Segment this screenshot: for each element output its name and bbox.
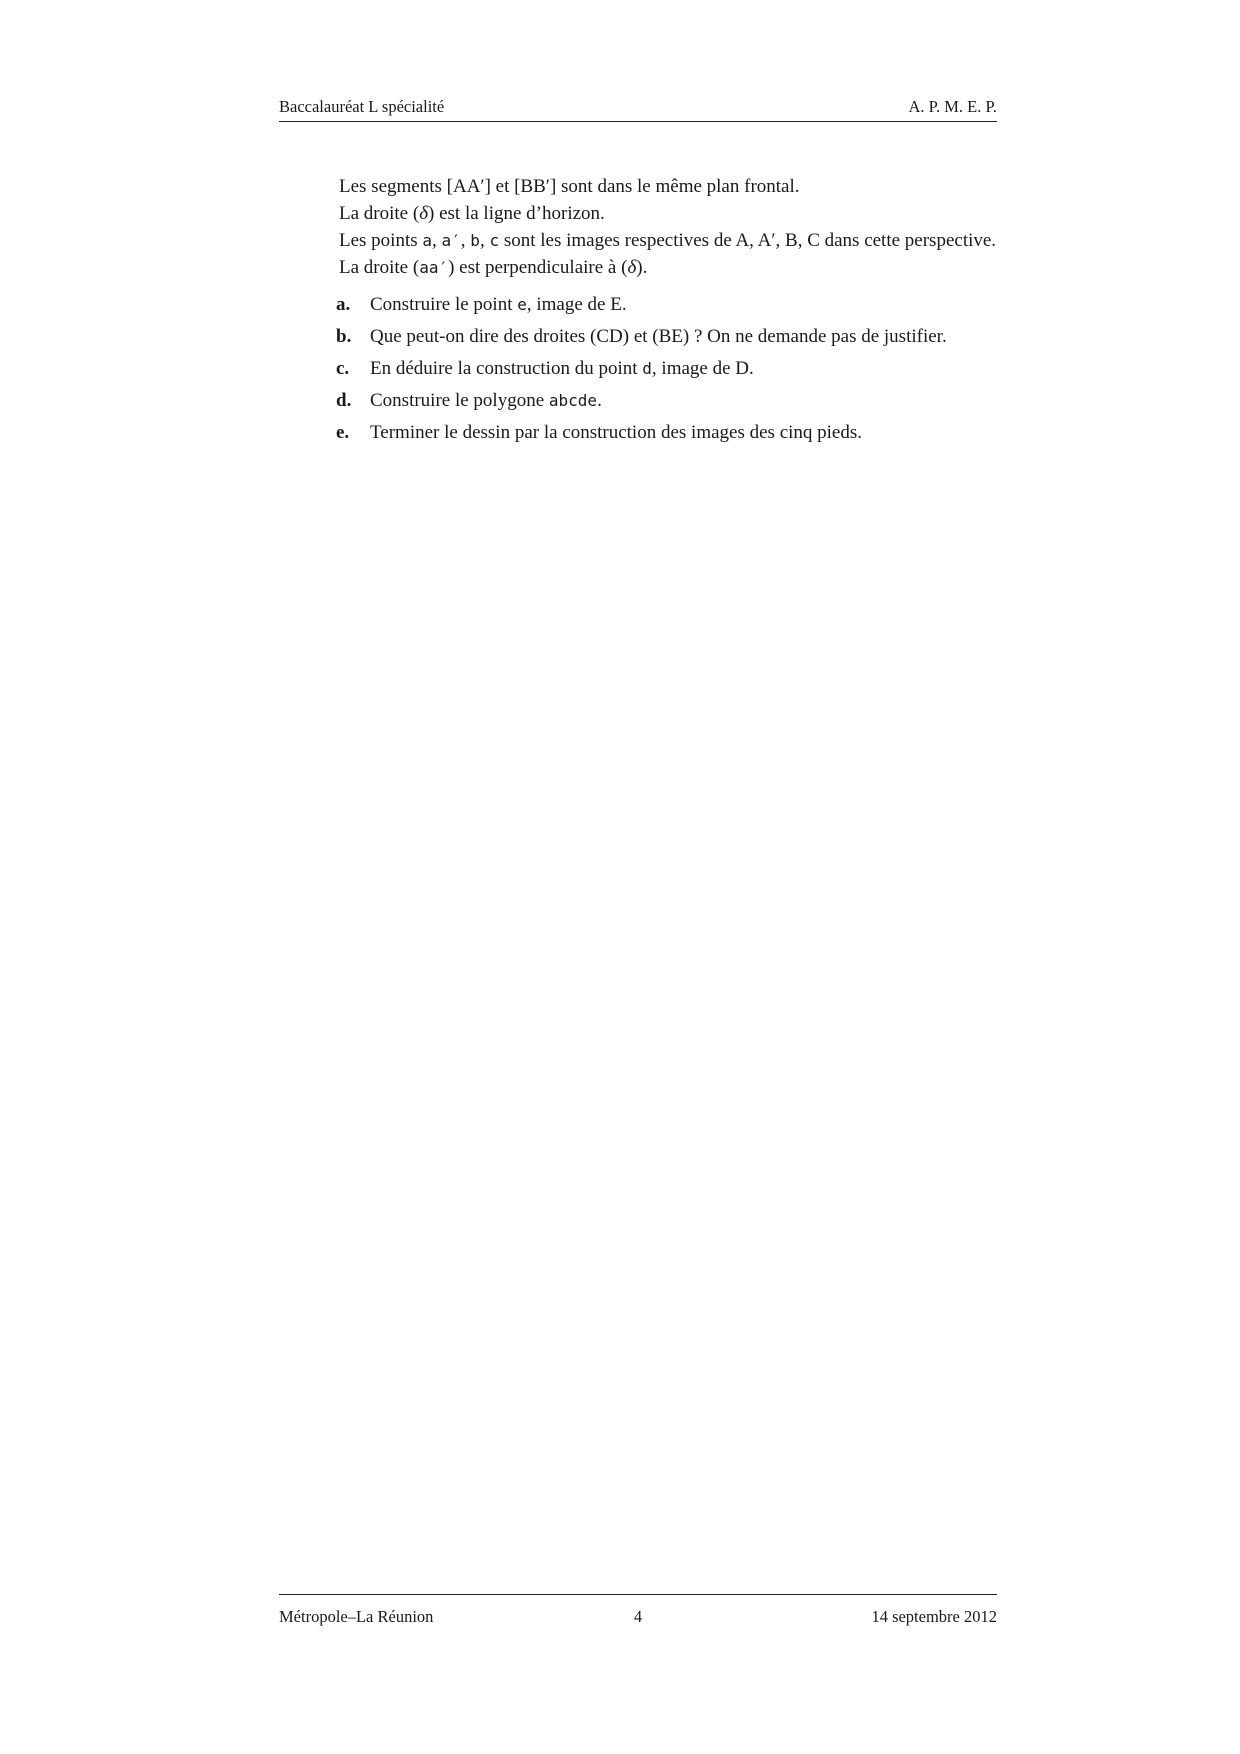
point-e: e	[517, 295, 527, 314]
header-title: Baccalauréat L spécialité	[279, 97, 445, 116]
exercise-content	[336, 173, 997, 451]
intro-text: La droite (	[339, 203, 420, 224]
point-c: c	[489, 231, 500, 250]
point-b: b	[470, 231, 480, 250]
intro-line-points	[339, 227, 997, 254]
separator: ,	[432, 230, 442, 251]
question-text: Terminer le dessin par la construction des images des cinq pieds.	[370, 422, 863, 443]
question-text: .	[597, 390, 602, 411]
question-text: , image de E.	[526, 294, 627, 315]
intro-text: ) est perpendiculaire à (	[448, 257, 628, 278]
intro-text: sont les images respectives de A, A′, B, C dans cette perspective.	[499, 230, 997, 251]
delta-symbol: δ	[419, 203, 429, 224]
page-number: 4	[633, 1607, 643, 1626]
question-list	[336, 291, 997, 446]
delta-symbol: δ	[627, 257, 637, 278]
question-item-d	[336, 387, 997, 414]
question-text: Que peut-on dire des droites (CD) et (BE) ? On ne demande pas de justifier.	[370, 326, 947, 347]
question-text: Construire le point	[370, 294, 518, 315]
question-text: Construire le polygone	[370, 390, 549, 411]
question-text: , image de D.	[651, 358, 754, 379]
question-text: En déduire la construction du point	[370, 358, 643, 379]
intro-text: La droite (	[339, 257, 420, 278]
question-item-e	[336, 419, 997, 446]
question-label: b.	[336, 326, 352, 347]
intro-text: ).	[636, 257, 648, 278]
footer-date: 14 septembre 2012	[871, 1607, 997, 1626]
intro-line-perpendicular	[339, 254, 997, 281]
intro-text: ) est la ligne d’horizon.	[428, 203, 605, 224]
intro-line-segments	[339, 173, 997, 200]
page-header	[279, 97, 997, 122]
question-item-a	[336, 291, 997, 318]
point-d: d	[642, 359, 652, 378]
question-item-b	[336, 323, 997, 350]
question-label: d.	[336, 390, 352, 411]
polygon-abcde: abcde	[548, 391, 598, 410]
question-item-c	[336, 355, 997, 382]
header-publisher: A. P. M. E. P.	[908, 97, 997, 116]
question-label: e.	[336, 422, 350, 443]
question-label: a.	[336, 294, 351, 315]
question-label: c.	[336, 358, 350, 379]
intro-text: Les segments [AA′] et [BB′] sont dans le même plan frontal.	[339, 176, 800, 197]
intro-text: Les points	[339, 230, 423, 251]
separator: ,	[460, 230, 471, 251]
intro-line-horizon	[339, 200, 997, 227]
footer-location: Métropole–La Réunion	[279, 1607, 434, 1626]
point-a-prime: a′	[441, 231, 461, 250]
separator: ,	[479, 230, 490, 251]
point-a: a	[422, 231, 433, 250]
page-footer	[279, 1594, 997, 1631]
line-aa-prime: aa′	[419, 258, 449, 277]
